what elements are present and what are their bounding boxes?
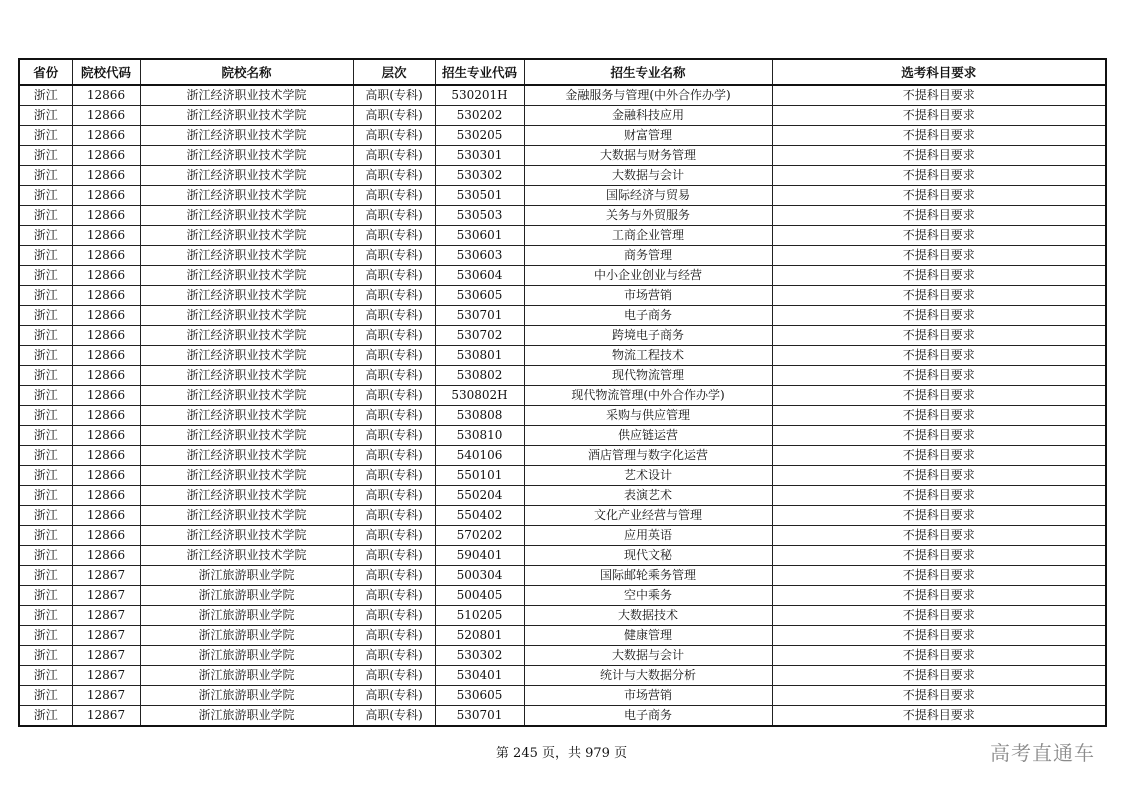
cell-school-name: 浙江经济职业技术学院	[140, 426, 353, 446]
cell-school-name: 浙江旅游职业学院	[140, 606, 353, 626]
cell-major-name: 大数据与会计	[524, 166, 772, 186]
cell-major-code: 550204	[435, 486, 524, 506]
cell-subject-requirement: 不提科目要求	[772, 146, 1106, 166]
table-row	[19, 546, 1106, 566]
cell-major-code: 540106	[435, 446, 524, 466]
cell-school-name: 浙江旅游职业学院	[140, 686, 353, 706]
cell-subject-requirement: 不提科目要求	[772, 286, 1106, 306]
cell-school-name: 浙江经济职业技术学院	[140, 206, 353, 226]
cell-school-code: 12866	[72, 106, 140, 126]
cell-subject-requirement: 不提科目要求	[772, 85, 1106, 106]
table-row	[19, 346, 1106, 366]
cell-level: 高职(专科)	[353, 486, 435, 506]
cell-level: 高职(专科)	[353, 146, 435, 166]
cell-province: 浙江	[19, 186, 72, 206]
header-school-name: 院校名称	[140, 59, 353, 85]
cell-major-name: 市场营销	[524, 286, 772, 306]
cell-major-code: 530702	[435, 326, 524, 346]
cell-major-code: 530801	[435, 346, 524, 366]
cell-level: 高职(专科)	[353, 406, 435, 426]
cell-major-code: 530802H	[435, 386, 524, 406]
table-row	[19, 226, 1106, 246]
cell-major-name: 国际邮轮乘务管理	[524, 566, 772, 586]
cell-province: 浙江	[19, 85, 72, 106]
cell-major-name: 现代物流管理	[524, 366, 772, 386]
table-row	[19, 386, 1106, 406]
cell-province: 浙江	[19, 166, 72, 186]
header-major-code: 招生专业代码	[435, 59, 524, 85]
cell-major-name: 大数据技术	[524, 606, 772, 626]
cell-level: 高职(专科)	[353, 506, 435, 526]
cell-major-code: 530604	[435, 266, 524, 286]
cell-school-code: 12866	[72, 366, 140, 386]
page-number: 第 245 页，共 979 页	[495, 746, 628, 761]
table-row	[19, 146, 1106, 166]
cell-major-name: 艺术设计	[524, 466, 772, 486]
cell-school-code: 12866	[72, 446, 140, 466]
cell-subject-requirement: 不提科目要求	[772, 326, 1106, 346]
cell-level: 高职(专科)	[353, 586, 435, 606]
cell-major-code: 520801	[435, 626, 524, 646]
cell-school-code: 12867	[72, 626, 140, 646]
cell-major-name: 电子商务	[524, 706, 772, 727]
cell-subject-requirement: 不提科目要求	[772, 466, 1106, 486]
cell-province: 浙江	[19, 526, 72, 546]
table-row	[19, 486, 1106, 506]
table-row	[19, 166, 1106, 186]
cell-level: 高职(专科)	[353, 126, 435, 146]
cell-school-code: 12866	[72, 506, 140, 526]
table-row	[19, 686, 1106, 706]
cell-level: 高职(专科)	[353, 706, 435, 727]
cell-subject-requirement: 不提科目要求	[772, 446, 1106, 466]
cell-major-code: 530802	[435, 366, 524, 386]
cell-school-code: 12866	[72, 526, 140, 546]
cell-school-code: 12867	[72, 586, 140, 606]
cell-school-name: 浙江经济职业技术学院	[140, 226, 353, 246]
cell-level: 高职(专科)	[353, 85, 435, 106]
cell-subject-requirement: 不提科目要求	[772, 346, 1106, 366]
table-row	[19, 286, 1106, 306]
cell-province: 浙江	[19, 406, 72, 426]
cell-level: 高职(专科)	[353, 626, 435, 646]
table-row	[19, 306, 1106, 326]
cell-major-name: 健康管理	[524, 626, 772, 646]
cell-province: 浙江	[19, 346, 72, 366]
cell-school-code: 12866	[72, 306, 140, 326]
cell-subject-requirement: 不提科目要求	[772, 606, 1106, 626]
cell-major-code: 530302	[435, 646, 524, 666]
cell-province: 浙江	[19, 626, 72, 646]
cell-level: 高职(专科)	[353, 546, 435, 566]
cell-major-name: 工商企业管理	[524, 226, 772, 246]
table-row	[19, 126, 1106, 146]
cell-school-code: 12867	[72, 606, 140, 626]
cell-level: 高职(专科)	[353, 566, 435, 586]
cell-province: 浙江	[19, 126, 72, 146]
cell-subject-requirement: 不提科目要求	[772, 106, 1106, 126]
cell-school-name: 浙江经济职业技术学院	[140, 406, 353, 426]
cell-subject-requirement: 不提科目要求	[772, 226, 1106, 246]
cell-level: 高职(专科)	[353, 206, 435, 226]
cell-major-name: 统计与大数据分析	[524, 666, 772, 686]
cell-subject-requirement: 不提科目要求	[772, 626, 1106, 646]
cell-school-name: 浙江旅游职业学院	[140, 626, 353, 646]
cell-major-name: 市场营销	[524, 686, 772, 706]
cell-major-name: 供应链运营	[524, 426, 772, 446]
cell-province: 浙江	[19, 326, 72, 346]
cell-school-code: 12866	[72, 466, 140, 486]
cell-subject-requirement: 不提科目要求	[772, 666, 1106, 686]
cell-major-code: 530701	[435, 306, 524, 326]
cell-school-name: 浙江旅游职业学院	[140, 586, 353, 606]
cell-school-name: 浙江经济职业技术学院	[140, 486, 353, 506]
cell-level: 高职(专科)	[353, 386, 435, 406]
cell-subject-requirement: 不提科目要求	[772, 306, 1106, 326]
cell-major-name: 应用英语	[524, 526, 772, 546]
cell-school-code: 12866	[72, 486, 140, 506]
cell-school-name: 浙江经济职业技术学院	[140, 526, 353, 546]
cell-school-name: 浙江旅游职业学院	[140, 666, 353, 686]
cell-school-name: 浙江经济职业技术学院	[140, 466, 353, 486]
table-row	[19, 366, 1106, 386]
cell-school-name: 浙江经济职业技术学院	[140, 546, 353, 566]
cell-province: 浙江	[19, 426, 72, 446]
cell-major-name: 物流工程技术	[524, 346, 772, 366]
cell-major-code: 530701	[435, 706, 524, 727]
cell-school-code: 12867	[72, 686, 140, 706]
cell-province: 浙江	[19, 206, 72, 226]
cell-level: 高职(专科)	[353, 186, 435, 206]
cell-major-name: 中小企业创业与经营	[524, 266, 772, 286]
cell-school-code: 12867	[72, 706, 140, 727]
table-row	[19, 446, 1106, 466]
cell-major-code: 570202	[435, 526, 524, 546]
cell-province: 浙江	[19, 366, 72, 386]
cell-major-name: 金融科技应用	[524, 106, 772, 126]
cell-province: 浙江	[19, 306, 72, 326]
cell-school-code: 12867	[72, 666, 140, 686]
enrollment-table	[18, 58, 1107, 727]
cell-subject-requirement: 不提科目要求	[772, 266, 1106, 286]
cell-major-code: 530301	[435, 146, 524, 166]
table-row	[19, 426, 1106, 446]
cell-school-name: 浙江经济职业技术学院	[140, 506, 353, 526]
cell-major-code: 530605	[435, 286, 524, 306]
cell-school-name: 浙江经济职业技术学院	[140, 166, 353, 186]
cell-school-code: 12867	[72, 566, 140, 586]
cell-province: 浙江	[19, 266, 72, 286]
cell-subject-requirement: 不提科目要求	[772, 686, 1106, 706]
cell-major-code: 530401	[435, 666, 524, 686]
cell-school-name: 浙江经济职业技术学院	[140, 146, 353, 166]
cell-major-code: 530302	[435, 166, 524, 186]
cell-school-name: 浙江经济职业技术学院	[140, 106, 353, 126]
table-row	[19, 506, 1106, 526]
cell-level: 高职(专科)	[353, 466, 435, 486]
header-subject-requirement: 选考科目要求	[772, 59, 1106, 85]
cell-subject-requirement: 不提科目要求	[772, 206, 1106, 226]
cell-school-code: 12866	[72, 186, 140, 206]
table-row	[19, 566, 1106, 586]
cell-subject-requirement: 不提科目要求	[772, 126, 1106, 146]
cell-province: 浙江	[19, 666, 72, 686]
header-province: 省份	[19, 59, 72, 85]
cell-major-code: 500304	[435, 566, 524, 586]
table-row	[19, 626, 1106, 646]
cell-school-name: 浙江经济职业技术学院	[140, 306, 353, 326]
cell-province: 浙江	[19, 586, 72, 606]
cell-province: 浙江	[19, 506, 72, 526]
cell-major-code: 530501	[435, 186, 524, 206]
table-row	[19, 466, 1106, 486]
header-school-code: 院校代码	[72, 59, 140, 85]
table-row	[19, 206, 1106, 226]
table-row	[19, 586, 1106, 606]
cell-major-name: 跨境电子商务	[524, 326, 772, 346]
cell-province: 浙江	[19, 446, 72, 466]
table-row	[19, 526, 1106, 546]
cell-major-name: 商务管理	[524, 246, 772, 266]
cell-school-code: 12866	[72, 226, 140, 246]
cell-province: 浙江	[19, 146, 72, 166]
cell-province: 浙江	[19, 106, 72, 126]
cell-level: 高职(专科)	[353, 346, 435, 366]
cell-level: 高职(专科)	[353, 266, 435, 286]
cell-major-code: 510205	[435, 606, 524, 626]
cell-school-code: 12866	[72, 166, 140, 186]
cell-school-name: 浙江经济职业技术学院	[140, 286, 353, 306]
cell-major-name: 关务与外贸服务	[524, 206, 772, 226]
table-row	[19, 646, 1106, 666]
cell-subject-requirement: 不提科目要求	[772, 246, 1106, 266]
cell-level: 高职(专科)	[353, 526, 435, 546]
cell-level: 高职(专科)	[353, 606, 435, 626]
cell-school-code: 12866	[72, 146, 140, 166]
cell-school-name: 浙江经济职业技术学院	[140, 386, 353, 406]
cell-school-name: 浙江旅游职业学院	[140, 646, 353, 666]
cell-major-name: 财富管理	[524, 126, 772, 146]
cell-subject-requirement: 不提科目要求	[772, 566, 1106, 586]
cell-major-code: 530603	[435, 246, 524, 266]
table-row	[19, 106, 1106, 126]
cell-level: 高职(专科)	[353, 246, 435, 266]
cell-school-name: 浙江经济职业技术学院	[140, 246, 353, 266]
table-row	[19, 186, 1106, 206]
cell-school-code: 12866	[72, 246, 140, 266]
cell-major-name: 国际经济与贸易	[524, 186, 772, 206]
cell-school-name: 浙江经济职业技术学院	[140, 266, 353, 286]
cell-major-code: 530810	[435, 426, 524, 446]
cell-major-name: 电子商务	[524, 306, 772, 326]
cell-major-name: 大数据与财务管理	[524, 146, 772, 166]
table-row	[19, 246, 1106, 266]
cell-subject-requirement: 不提科目要求	[772, 406, 1106, 426]
cell-level: 高职(专科)	[353, 326, 435, 346]
cell-province: 浙江	[19, 606, 72, 626]
cell-school-code: 12866	[72, 126, 140, 146]
cell-major-code: 530808	[435, 406, 524, 426]
cell-province: 浙江	[19, 546, 72, 566]
cell-school-code: 12866	[72, 386, 140, 406]
cell-province: 浙江	[19, 226, 72, 246]
cell-subject-requirement: 不提科目要求	[772, 366, 1106, 386]
cell-subject-requirement: 不提科目要求	[772, 586, 1106, 606]
cell-subject-requirement: 不提科目要求	[772, 646, 1106, 666]
cell-province: 浙江	[19, 286, 72, 306]
cell-major-code: 530503	[435, 206, 524, 226]
cell-level: 高职(专科)	[353, 646, 435, 666]
cell-school-code: 12866	[72, 346, 140, 366]
cell-major-name: 表演艺术	[524, 486, 772, 506]
cell-subject-requirement: 不提科目要求	[772, 546, 1106, 566]
cell-major-code: 500405	[435, 586, 524, 606]
table-row	[19, 85, 1106, 106]
table-row	[19, 666, 1106, 686]
cell-level: 高职(专科)	[353, 446, 435, 466]
cell-province: 浙江	[19, 246, 72, 266]
cell-school-name: 浙江经济职业技术学院	[140, 366, 353, 386]
cell-level: 高职(专科)	[353, 306, 435, 326]
cell-subject-requirement: 不提科目要求	[772, 386, 1106, 406]
cell-major-name: 金融服务与管理(中外合作办学)	[524, 85, 772, 106]
cell-school-code: 12866	[72, 85, 140, 106]
cell-major-code: 550402	[435, 506, 524, 526]
watermark: 高考直通车	[990, 741, 1095, 765]
cell-subject-requirement: 不提科目要求	[772, 706, 1106, 727]
table-row	[19, 606, 1106, 626]
header-major-name: 招生专业名称	[524, 59, 772, 85]
cell-province: 浙江	[19, 486, 72, 506]
cell-major-name: 大数据与会计	[524, 646, 772, 666]
cell-major-code: 550101	[435, 466, 524, 486]
cell-school-name: 浙江经济职业技术学院	[140, 126, 353, 146]
cell-subject-requirement: 不提科目要求	[772, 486, 1106, 506]
cell-subject-requirement: 不提科目要求	[772, 426, 1106, 446]
cell-subject-requirement: 不提科目要求	[772, 526, 1106, 546]
header-level: 层次	[353, 59, 435, 85]
header-row	[19, 59, 1106, 85]
cell-major-name: 酒店管理与数字化运营	[524, 446, 772, 466]
cell-school-code: 12866	[72, 406, 140, 426]
cell-school-code: 12866	[72, 266, 140, 286]
cell-school-name: 浙江经济职业技术学院	[140, 446, 353, 466]
cell-level: 高职(专科)	[353, 286, 435, 306]
cell-major-name: 现代文秘	[524, 546, 772, 566]
cell-province: 浙江	[19, 686, 72, 706]
cell-level: 高职(专科)	[353, 426, 435, 446]
cell-major-code: 530605	[435, 686, 524, 706]
cell-level: 高职(专科)	[353, 666, 435, 686]
cell-major-code: 530202	[435, 106, 524, 126]
cell-level: 高职(专科)	[353, 686, 435, 706]
cell-major-name: 文化产业经营与管理	[524, 506, 772, 526]
cell-school-code: 12866	[72, 546, 140, 566]
cell-subject-requirement: 不提科目要求	[772, 186, 1106, 206]
cell-school-code: 12866	[72, 326, 140, 346]
cell-level: 高职(专科)	[353, 106, 435, 126]
cell-school-name: 浙江旅游职业学院	[140, 566, 353, 586]
cell-major-name: 采购与供应管理	[524, 406, 772, 426]
table-header	[19, 59, 1106, 85]
table-row	[19, 406, 1106, 426]
table-body	[19, 85, 1106, 726]
cell-province: 浙江	[19, 706, 72, 727]
cell-school-code: 12866	[72, 426, 140, 446]
cell-level: 高职(专科)	[353, 166, 435, 186]
cell-major-code: 530201H	[435, 85, 524, 106]
cell-school-code: 12866	[72, 286, 140, 306]
table-row	[19, 706, 1106, 727]
cell-major-name: 现代物流管理(中外合作办学)	[524, 386, 772, 406]
cell-major-code: 590401	[435, 546, 524, 566]
table-row	[19, 326, 1106, 346]
cell-province: 浙江	[19, 386, 72, 406]
cell-major-name: 空中乘务	[524, 586, 772, 606]
cell-school-name: 浙江经济职业技术学院	[140, 346, 353, 366]
cell-subject-requirement: 不提科目要求	[772, 166, 1106, 186]
cell-province: 浙江	[19, 466, 72, 486]
cell-school-name: 浙江经济职业技术学院	[140, 186, 353, 206]
cell-school-code: 12867	[72, 646, 140, 666]
cell-major-code: 530205	[435, 126, 524, 146]
table-row	[19, 266, 1106, 286]
cell-subject-requirement: 不提科目要求	[772, 506, 1106, 526]
cell-province: 浙江	[19, 646, 72, 666]
cell-school-name: 浙江经济职业技术学院	[140, 85, 353, 106]
cell-level: 高职(专科)	[353, 366, 435, 386]
cell-school-name: 浙江经济职业技术学院	[140, 326, 353, 346]
cell-school-code: 12866	[72, 206, 140, 226]
cell-major-code: 530601	[435, 226, 524, 246]
cell-school-name: 浙江旅游职业学院	[140, 706, 353, 727]
cell-level: 高职(专科)	[353, 226, 435, 246]
cell-province: 浙江	[19, 566, 72, 586]
